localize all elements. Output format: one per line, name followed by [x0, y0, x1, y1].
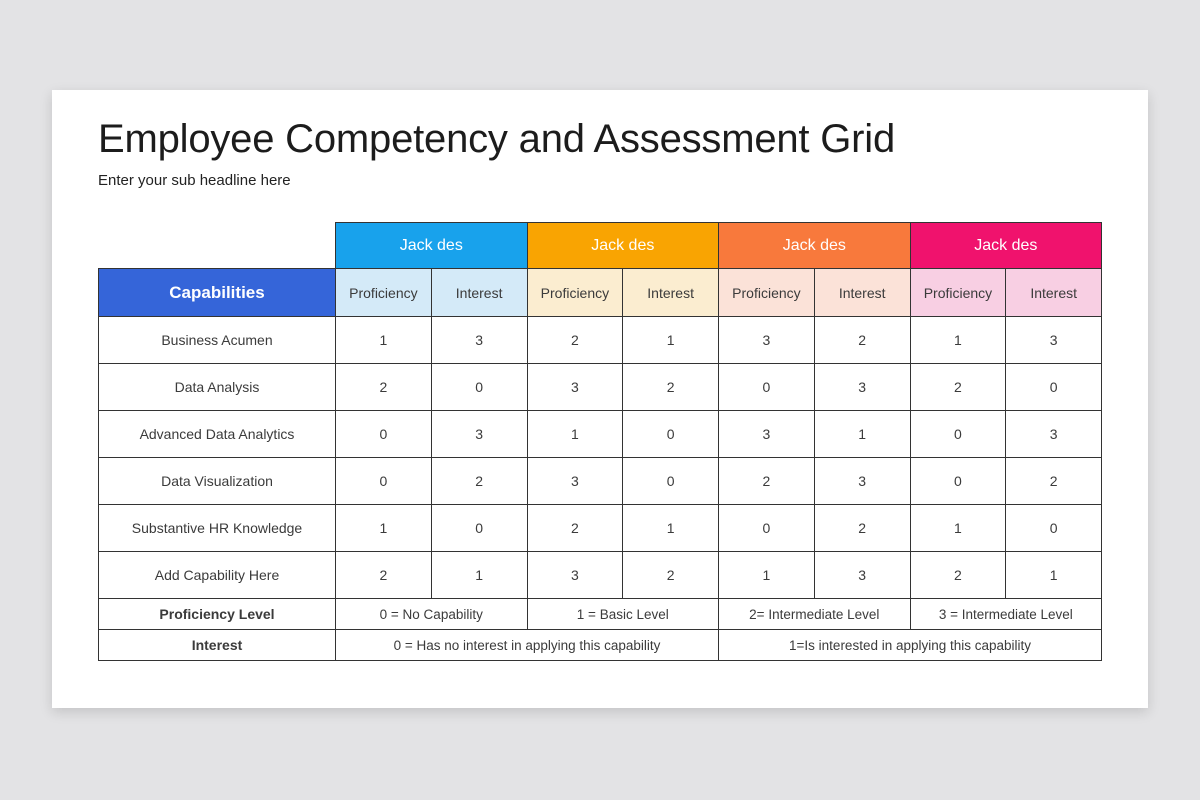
subheader-proficiency-3: Proficiency	[719, 269, 815, 317]
legend-item: 2= Intermediate Level	[719, 599, 911, 630]
value-cell: 2	[719, 458, 815, 505]
value-cell: 2	[623, 552, 719, 599]
value-cell: 3	[1006, 411, 1102, 458]
value-cell: 1	[910, 505, 1006, 552]
subheader-row	[99, 269, 1102, 317]
legend-item: 3 = Intermediate Level	[910, 599, 1102, 630]
slide-card	[52, 90, 1148, 708]
value-cell: 0	[1006, 505, 1102, 552]
interest-legend-row	[99, 630, 1102, 661]
proficiency-legend-row	[99, 599, 1102, 630]
group-header-4: Jack des	[910, 223, 1102, 269]
value-cell: 2	[814, 317, 910, 364]
value-cell: 0	[431, 505, 527, 552]
value-cell: 3	[814, 364, 910, 411]
subheader-proficiency-2: Proficiency	[527, 269, 623, 317]
value-cell: 1	[623, 317, 719, 364]
value-cell: 0	[431, 364, 527, 411]
value-cell: 2	[814, 505, 910, 552]
capability-label: Advanced Data Analytics	[99, 411, 336, 458]
value-cell: 2	[527, 317, 623, 364]
value-cell: 3	[1006, 317, 1102, 364]
value-cell: 1	[1006, 552, 1102, 599]
value-cell: 3	[719, 317, 815, 364]
subheader-proficiency-1: Proficiency	[336, 269, 432, 317]
value-cell: 2	[1006, 458, 1102, 505]
group-header-2: Jack des	[527, 223, 719, 269]
value-cell: 0	[623, 458, 719, 505]
table-row	[99, 411, 1102, 458]
value-cell: 0	[910, 458, 1006, 505]
value-cell: 1	[623, 505, 719, 552]
value-cell: 0	[910, 411, 1006, 458]
value-cell: 1	[336, 505, 432, 552]
table-row	[99, 317, 1102, 364]
subheader-proficiency-4: Proficiency	[910, 269, 1006, 317]
legend-item: 1=Is interested in applying this capability	[719, 630, 1102, 661]
capabilities-header: Capabilities	[99, 269, 336, 317]
page-title: Employee Competency and Assessment Grid	[98, 117, 896, 161]
subheader-interest-3: Interest	[814, 269, 910, 317]
value-cell: 2	[910, 364, 1006, 411]
group-header-1: Jack des	[336, 223, 528, 269]
legend-item: 1 = Basic Level	[527, 599, 719, 630]
value-cell: 1	[910, 317, 1006, 364]
value-cell: 3	[814, 552, 910, 599]
value-cell: 3	[719, 411, 815, 458]
group-header-row	[99, 223, 1102, 269]
value-cell: 0	[623, 411, 719, 458]
value-cell: 2	[336, 552, 432, 599]
value-cell: 1	[814, 411, 910, 458]
legend-item: 0 = Has no interest in applying this capability	[336, 630, 719, 661]
value-cell: 2	[623, 364, 719, 411]
value-cell: 0	[719, 364, 815, 411]
legend-label: Interest	[99, 630, 336, 661]
value-cell: 2	[336, 364, 432, 411]
subheader-interest-1: Interest	[431, 269, 527, 317]
value-cell: 3	[527, 364, 623, 411]
table-row	[99, 364, 1102, 411]
value-cell: 3	[431, 317, 527, 364]
table-container	[98, 222, 1102, 661]
competency-table	[98, 222, 1102, 661]
value-cell: 2	[431, 458, 527, 505]
value-cell: 3	[527, 458, 623, 505]
value-cell: 1	[336, 317, 432, 364]
subheader-interest-4: Interest	[1006, 269, 1102, 317]
value-cell: 2	[527, 505, 623, 552]
value-cell: 1	[431, 552, 527, 599]
value-cell: 0	[336, 458, 432, 505]
value-cell: 1	[719, 552, 815, 599]
table-row	[99, 458, 1102, 505]
legend-item: 0 = No Capability	[336, 599, 528, 630]
capability-label: Data Analysis	[99, 364, 336, 411]
table-row	[99, 505, 1102, 552]
value-cell: 0	[1006, 364, 1102, 411]
value-cell: 1	[527, 411, 623, 458]
value-cell: 3	[814, 458, 910, 505]
legend-label: Proficiency Level	[99, 599, 336, 630]
capability-label: Business Acumen	[99, 317, 336, 364]
subheader-interest-2: Interest	[623, 269, 719, 317]
capability-label: Substantive HR Knowledge	[99, 505, 336, 552]
table-row	[99, 552, 1102, 599]
value-cell: 3	[431, 411, 527, 458]
page-subtitle: Enter your sub headline here	[98, 172, 291, 189]
capability-label: Data Visualization	[99, 458, 336, 505]
value-cell: 0	[336, 411, 432, 458]
group-header-3: Jack des	[719, 223, 911, 269]
capability-label: Add Capability Here	[99, 552, 336, 599]
blank-corner	[99, 223, 336, 269]
value-cell: 2	[910, 552, 1006, 599]
value-cell: 3	[527, 552, 623, 599]
value-cell: 0	[719, 505, 815, 552]
